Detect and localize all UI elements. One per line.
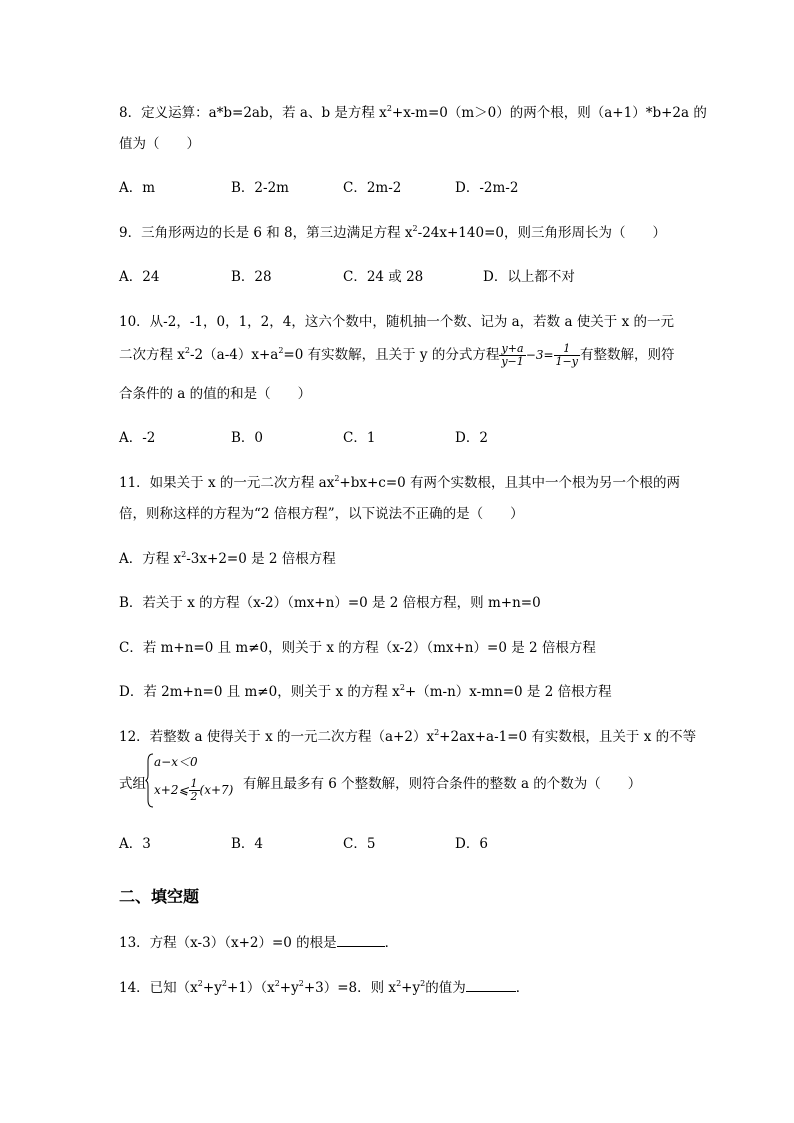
q12-fraction	[189, 778, 200, 803]
q11-opta-sup: 2	[181, 550, 187, 559]
q10-text-b: -2（a-4）x+a	[190, 347, 279, 363]
section-heading: 二、填空题	[119, 887, 200, 906]
q12-option-b: B．4	[231, 836, 264, 852]
q10-frac2-den: 1−y	[555, 355, 578, 368]
q9-line1	[119, 224, 666, 242]
q10-fraction-1	[499, 343, 525, 368]
q14-s6: 2	[420, 979, 426, 988]
q9-text-a: 9．三角形两边的长是 6 和 8，第三边满足方程 x	[119, 225, 413, 241]
q10-mid: −3=	[525, 348, 554, 362]
q12-line2-prefix: 式组	[119, 776, 146, 792]
q11-option-a	[119, 550, 336, 568]
q9-option-b: B．28	[231, 269, 272, 285]
q8-option-b: B．2-2m	[231, 180, 289, 196]
q12-text-a: 12．若整数 a 使得关于 x 的一元二次方程（a+2）x	[119, 729, 435, 745]
q11-optd-text-a: D．若 2m+n=0 且 m≠0，则关于 x 的方程 x	[119, 684, 400, 700]
q12-option-c: C．5	[343, 836, 376, 852]
q14-s3: 2	[274, 979, 280, 988]
q11-line2: 倍，则称这样的方程为“2 倍根方程”，以下说法不正确的是（ ）	[119, 506, 524, 522]
q14-b: +y	[202, 980, 222, 996]
q13-end: ．	[384, 935, 399, 951]
q14-a: 14．已知（x	[119, 980, 198, 996]
q12-ineq2-left: x+2⩽	[154, 783, 189, 797]
q14-s4: 2	[298, 979, 304, 988]
q14-s1: 2	[197, 979, 203, 988]
q11-option-c: C．若 m+n=0 且 m≠0，则关于 x 的方程（x-2）（mx+n）=0 是 2 倍根方程	[119, 640, 596, 656]
q14-s2: 2	[221, 979, 227, 988]
q14-f: +y	[401, 980, 421, 996]
q12-frac-den: 2	[190, 790, 198, 803]
q8-text-a: 8．定义运算：a*b=2ab，若 a、b 是方程 x	[119, 105, 387, 121]
q8-option-c: C．2m-2	[343, 180, 402, 196]
q12-ineq2-right: (x+7)	[199, 783, 234, 797]
q13-line	[119, 934, 398, 952]
q9-text-b: -24x+140=0，则三角形周长为（ ）	[417, 225, 666, 241]
q12-inequality-2	[154, 778, 233, 803]
q12-line2-suffix: 有解且最多有 6 个整数解，则符合条件的整数 a 的个数为（ ）	[243, 776, 642, 792]
q11-option-b: B．若关于 x 的方程（x-2）（mx+n）=0 是 2 倍根方程，则 m+n=0	[119, 595, 541, 611]
q10-text-a: 二次方程 x	[119, 347, 185, 363]
q11-optd-sup: 2	[399, 683, 405, 692]
q14-s5: 2	[396, 979, 402, 988]
q9-option-a: A．24	[119, 269, 160, 285]
q10-option-d: D．2	[455, 430, 488, 446]
q8-sup: 2	[386, 104, 392, 113]
q10-sup1: 2	[184, 346, 190, 355]
q12-option-a: A．3	[119, 836, 151, 852]
q11-text-a: 11．如果关于 x 的一元二次方程 ax	[119, 475, 335, 491]
q8-option-d: D．-2m-2	[455, 180, 519, 196]
q10-frac2-num: 1	[554, 343, 580, 356]
q10-frac1-den: y−1	[501, 355, 524, 368]
q11-opta-text-b: -3x+2=0 是 2 倍根方程	[186, 551, 336, 567]
q8-line2: 值为（ ）	[119, 136, 200, 152]
q10-line3: 合条件的 a 的值的和是（ ）	[119, 386, 312, 402]
q12-inequality-1: a−x＜0	[154, 755, 198, 769]
q14-d: +y	[279, 980, 299, 996]
q12-sup: 2	[434, 728, 440, 737]
q10-line2	[119, 343, 674, 368]
q14-answer-blank[interactable]	[466, 979, 516, 992]
q11-text-b: +bx+c=0 有两个实数根，且其中一个根为另一个根的两	[339, 475, 681, 491]
q13-text: 13．方程（x-3）（x+2）=0 的根是	[119, 935, 337, 951]
q10-sup2: 2	[278, 346, 284, 355]
q11-line1	[119, 474, 680, 492]
q11-opta-text-a: A．方程 x	[119, 551, 182, 567]
q12-line1	[119, 728, 696, 746]
q10-line1: 10．从-2，-1，0，1，2，4，这六个数中，随机抽一个数、记为 a，若数 a 使关于 x 的一元	[119, 314, 675, 330]
q12-option-d: D．6	[455, 836, 488, 852]
q14-end: ．	[515, 980, 530, 996]
q10-option-a: A．-2	[119, 430, 156, 446]
q10-option-c: C．1	[343, 430, 376, 446]
q11-sup: 2	[334, 474, 340, 483]
q10-text-d: 有整数解，则符	[579, 347, 675, 363]
q10-option-b: B．0	[231, 430, 264, 446]
q11-option-d	[119, 683, 612, 701]
q14-e: +3）=8．则 x	[303, 980, 397, 996]
q14-line	[119, 979, 529, 997]
q13-answer-blank[interactable]	[337, 934, 385, 947]
q14-g: 的值为	[425, 980, 466, 996]
q14-c: +1）（x	[226, 980, 275, 996]
q8-text-b: +x-m=0（m＞0）的两个根，则（a+1）*b+2a 的	[391, 105, 707, 121]
q9-option-d: D．以上都不对	[483, 269, 575, 285]
q12-text-b: +2ax+a-1=0 有实数根，且关于 x 的不等	[439, 729, 697, 745]
q9-option-c: C．24 或 28	[343, 269, 424, 285]
q10-frac1-num: y+a	[499, 343, 525, 356]
q11-optd-text-b: +（m-n）x-mn=0 是 2 倍根方程	[404, 684, 612, 700]
q12-frac-num: 1	[190, 777, 198, 790]
q8-line1	[119, 104, 707, 122]
q8-option-a: A．m	[119, 180, 156, 196]
q10-fraction-2	[554, 343, 580, 368]
q9-sup: 2	[412, 224, 418, 233]
q10-text-c: =0 有实数解，且关于 y 的分式方程	[283, 347, 500, 363]
